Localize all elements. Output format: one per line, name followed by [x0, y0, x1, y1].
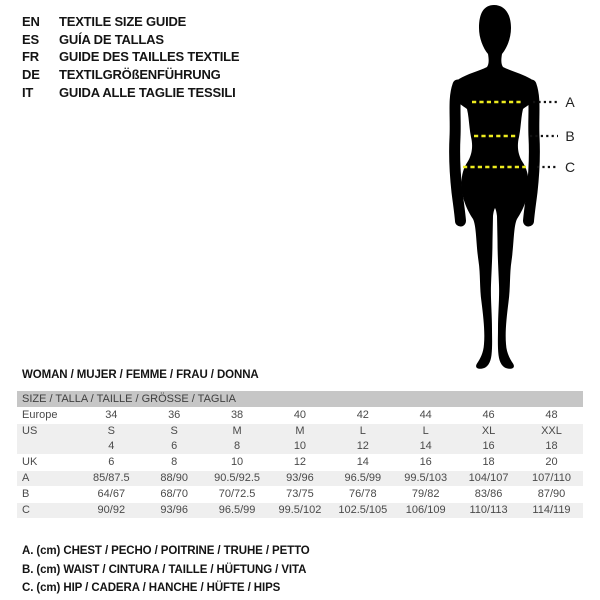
row-label-us: US [22, 425, 38, 437]
size-table [17, 391, 583, 519]
lang-row-fr [22, 48, 239, 66]
woman-body-shape [453, 5, 536, 369]
cell-b-6: 79/82 [394, 487, 457, 503]
cell-a-5: 96.5/99 [331, 471, 394, 487]
cell-a-4: 93/96 [269, 471, 332, 487]
table-row-b-waist [17, 487, 583, 503]
cell-b-8: 87/90 [520, 487, 583, 503]
table-row-c-hip [17, 503, 583, 519]
woman-silhouette-figure [430, 4, 600, 372]
cell-europe-8: 48 [520, 408, 583, 424]
lang-title-es: GUÍA DE TALLAS [59, 31, 164, 47]
cell-europe-5: 42 [331, 408, 394, 424]
cell-us-4: M [295, 425, 305, 437]
row-label-uk: UK [17, 455, 80, 471]
cell-usnum-5: 12 [331, 439, 394, 455]
cell-us-8: XXL [541, 425, 562, 437]
cell-uk-4: 12 [269, 455, 332, 471]
lang-title-en: TEXTILE SIZE GUIDE [59, 14, 187, 29]
cell-usnum-3: 8 [206, 439, 269, 455]
lang-title-it: GUIDA ALLE TAGLIE TESSILI [59, 84, 236, 100]
cell-us-3: M [232, 425, 242, 437]
measurement-legend [22, 542, 310, 598]
cell-europe-7: 46 [457, 408, 520, 424]
cell-c-2: 93/96 [143, 503, 206, 519]
language-title-block [22, 13, 239, 102]
marker-label-c: C [564, 159, 576, 175]
cell-a-7: 104/107 [457, 471, 520, 487]
size-table-header-row [17, 391, 583, 408]
cell-uk-2: 8 [143, 455, 206, 471]
cell-europe-4: 40 [269, 408, 332, 424]
cell-usnum-1: 4 [80, 439, 143, 455]
table-row-europe [17, 408, 583, 424]
row-label-c: C [17, 503, 80, 519]
lang-code-it: IT [22, 84, 34, 100]
cell-us-1: S [107, 425, 115, 437]
lang-title-de: TEXTILGRÖßENFÜHRUNG [59, 67, 221, 83]
cell-usnum-7: 16 [457, 439, 520, 455]
table-row-us-numbers [17, 439, 583, 455]
table-row-a-chest [17, 471, 583, 487]
cell-usnum-6: 14 [394, 439, 457, 455]
marker-label-b: B [565, 128, 575, 144]
woman-silhouette-svg [430, 4, 600, 372]
cell-us-2: S [170, 425, 178, 437]
row-label-b: B [17, 487, 80, 503]
lang-row-es [22, 31, 239, 49]
row-label-europe: Europe [17, 408, 80, 424]
lang-code-en: EN [22, 14, 40, 29]
row-label-us-numeric [17, 439, 80, 455]
cell-c-1: 90/92 [80, 503, 143, 519]
cell-c-3: 96.5/99 [206, 503, 269, 519]
lang-code-fr: FR [22, 49, 39, 65]
cell-uk-3: 10 [206, 455, 269, 471]
legend-item-hip: C. (cm) HIP / CADERA / HANCHE / HÜFTE / HIPS [22, 582, 281, 595]
cell-usnum-4: 10 [269, 439, 332, 455]
cell-c-8: 114/119 [520, 503, 583, 519]
cell-europe-6: 44 [394, 408, 457, 424]
cell-c-5: 102.5/105 [331, 503, 394, 519]
cell-uk-5: 14 [331, 455, 394, 471]
cell-a-8: 107/110 [520, 471, 583, 487]
row-label-a: A [17, 471, 80, 487]
cell-a-1: 85/87.5 [80, 471, 143, 487]
cell-europe-1: 34 [80, 408, 143, 424]
lang-code-es: ES [22, 31, 39, 47]
cell-a-6: 99.5/103 [394, 471, 457, 487]
cell-usnum-8: 18 [520, 439, 583, 455]
cell-uk-8: 20 [520, 455, 583, 471]
left-arm-shape [455, 85, 461, 221]
cell-europe-2: 36 [143, 408, 206, 424]
lang-row-it [22, 84, 239, 102]
cell-b-1: 64/67 [80, 487, 143, 503]
cell-uk-6: 16 [394, 455, 457, 471]
marker-label-a: A [565, 94, 575, 110]
cell-us-7: XL [481, 425, 496, 437]
cell-b-7: 83/86 [457, 487, 520, 503]
cell-b-4: 73/75 [269, 487, 332, 503]
cell-c-6: 106/109 [394, 503, 457, 519]
lang-row-en [22, 13, 239, 31]
section-heading-woman: WOMAN / MUJER / FEMME / FRAU / DONNA [22, 369, 259, 381]
cell-us-6: L [422, 425, 429, 437]
cell-c-7: 110/113 [457, 503, 520, 519]
table-row-us-letters [17, 424, 583, 440]
cell-europe-3: 38 [206, 408, 269, 424]
cell-uk-1: 6 [80, 455, 143, 471]
cell-b-2: 68/70 [143, 487, 206, 503]
size-table-header: SIZE / TALLA / TAILLE / GRÖSSE / TAGLIA [17, 391, 583, 408]
cell-b-3: 70/72.5 [206, 487, 269, 503]
legend-item-chest: A. (cm) CHEST / PECHO / POITRINE / TRUHE / PETTO [22, 545, 310, 557]
lang-row-de [22, 66, 239, 84]
cell-uk-7: 18 [457, 455, 520, 471]
table-row-uk [17, 455, 583, 471]
cell-c-4: 99.5/102 [269, 503, 332, 519]
cell-a-2: 88/90 [143, 471, 206, 487]
lang-title-fr: GUIDE DES TAILLES TEXTILE [59, 49, 240, 65]
cell-usnum-2: 6 [143, 439, 206, 455]
right-arm-shape [529, 85, 535, 221]
lang-code-de: DE [22, 67, 40, 83]
cell-a-3: 90.5/92.5 [206, 471, 269, 487]
cell-b-5: 76/78 [331, 487, 394, 503]
cell-us-5: L [359, 425, 366, 437]
legend-item-waist: B. (cm) WAIST / CINTURA / TAILLE / HÜFTUNG / VITA [22, 563, 307, 576]
